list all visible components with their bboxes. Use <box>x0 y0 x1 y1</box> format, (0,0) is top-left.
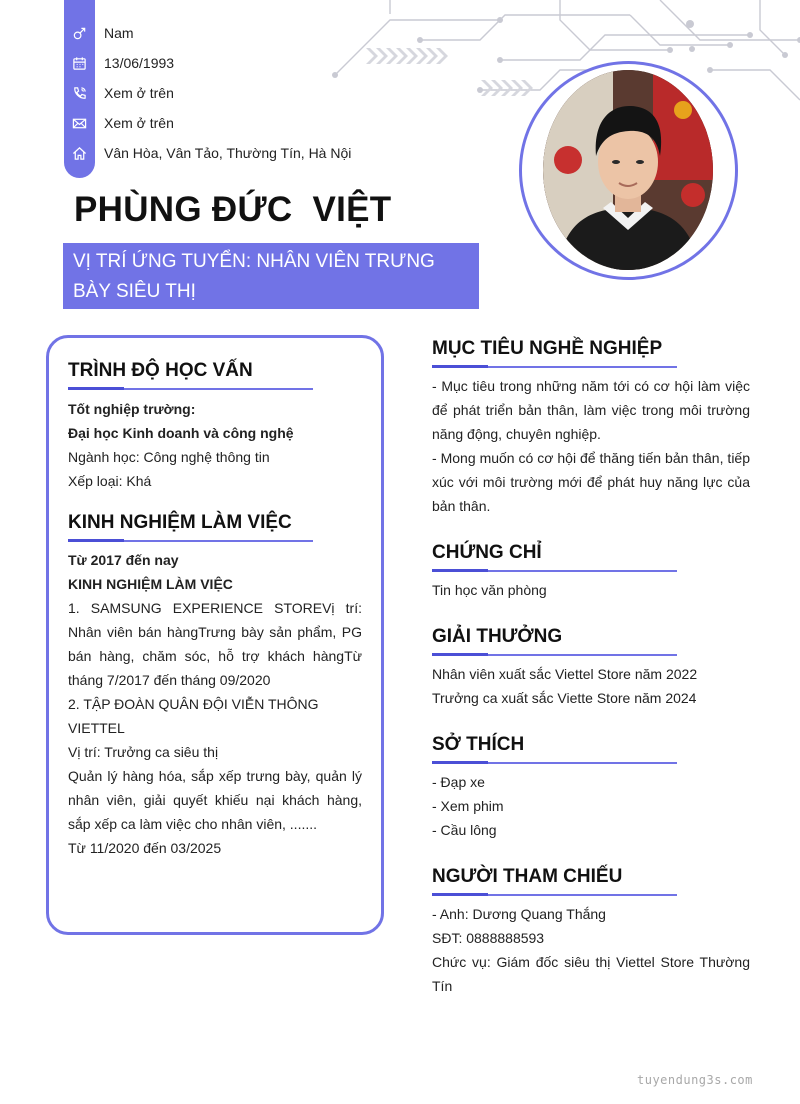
education-underline <box>68 388 313 390</box>
award-item-2: Trưởng ca xuất sắc Viette Store năm 2024 <box>432 690 697 706</box>
position-line-1: VỊ TRÍ ỨNG TUYỂN: NHÂN VIÊN TRƯNG <box>73 251 435 272</box>
position-box <box>63 243 479 309</box>
objective-paragraph-1: - Mục tiêu trong những năm tới có cơ hội làm việc để phát triển bản thân, làm việc trong môi trường năng động, chuyên nghiệp. <box>432 378 750 442</box>
experience-item-2-role: Vị trí: Trưởng ca siêu thị <box>68 744 219 760</box>
awards-content <box>432 662 750 710</box>
major: Ngành học: Công nghệ thông tin <box>68 449 270 465</box>
contact-text: Vân Hòa, Vân Tảo, Thường Tín, Hà Nội <box>104 145 352 161</box>
reference-role: Chức vụ: Giám đốc siêu thị Viettel Store Thường Tín <box>432 954 750 994</box>
objective-title: MỤC TIÊU NGHỀ NGHIỆP <box>432 338 663 359</box>
reference-phone: SĐT: 0888888593 <box>432 930 545 946</box>
awards-title: GIẢI THƯỞNG <box>432 626 563 647</box>
contact-text: Xem ở trên <box>104 85 174 101</box>
profile-photo <box>543 70 713 270</box>
position-line-2: BÀY SIÊU THỊ <box>73 281 196 302</box>
experience-underline <box>68 540 313 542</box>
education-content <box>68 397 364 493</box>
award-item-1: Nhân viên xuất sắc Viettel Store năm 2022 <box>432 666 698 682</box>
contact-text: Nam <box>104 25 134 41</box>
hobbies-underline <box>432 762 677 764</box>
experience-title: KINH NGHIỆM LÀM VIỆC <box>68 512 292 533</box>
experience-item-1: 1. SAMSUNG EXPERIENCE STOREVị trí: Nhân viên bán hàngTrưng bày sản phẩm, PG bán hàng, chăm sóc, hỗ trợ khách hàngTừ tháng 7/2017 đến tháng 09/2020 <box>68 600 362 688</box>
awards-underline <box>432 654 677 656</box>
experience-content <box>68 548 362 860</box>
contact-gender <box>64 18 384 48</box>
grade: Xếp loại: Khá <box>68 473 152 489</box>
reference-name: - Anh: Dương Quang Thắng <box>432 906 606 922</box>
experience-subtitle: KINH NGHIỆM LÀM VIỆC <box>68 576 233 592</box>
certificates-underline <box>432 570 677 572</box>
experience-item-2-period: Từ 11/2020 đến 03/2025 <box>68 840 222 856</box>
education-title: TRÌNH ĐỘ HỌC VẤN <box>68 360 253 381</box>
watermark: tuyendung3s.com <box>637 1073 753 1087</box>
experience-item-2-company: 2. TẬP ĐOÀN QUÂN ĐỘI VIỄN THÔNG VIETTEL <box>68 696 319 736</box>
experience-item-2-desc: Quản lý hàng hóa, sắp xếp trưng bày, quản lý nhân viên, giải quyết khiếu nại khách hàng, sắp xếp ca làm việc cho nhân viên, ....... <box>68 768 362 832</box>
gender-icon <box>64 18 95 48</box>
experience-period: Từ 2017 đến nay <box>68 552 179 568</box>
hobbies-title: SỞ THÍCH <box>432 734 525 755</box>
references-content <box>432 902 750 998</box>
certificates-title: CHỨNG CHỈ <box>432 542 542 563</box>
hobby-item-3: - Cầu lông <box>432 822 497 838</box>
hobby-item-2: - Xem phim <box>432 798 504 814</box>
references-underline <box>432 894 677 896</box>
contact-text: Xem ở trên <box>104 115 174 131</box>
contact-birthday <box>64 48 384 78</box>
objective-paragraph-2: - Mong muốn có cơ hội để thăng tiến bản thân, tiếp xúc với môi trường mới để phát huy năng lực của bản thân. <box>432 450 750 514</box>
phone-icon <box>64 78 95 108</box>
objective-underline <box>432 366 677 368</box>
school-name: Đại học Kinh doanh và công nghệ <box>68 425 294 441</box>
contact-text: 13/06/1993 <box>104 55 175 71</box>
calendar-icon <box>64 48 95 78</box>
certificate-item: Tin học văn phòng <box>432 582 547 598</box>
certificates-content <box>432 578 750 602</box>
home-icon <box>64 138 95 168</box>
contact-email <box>64 108 384 138</box>
contact-phone <box>64 78 384 108</box>
contact-address <box>64 138 384 168</box>
candidate-name: PHÙNG ĐỨC VIỆT <box>74 190 392 229</box>
mail-icon <box>64 108 95 138</box>
school-label: Tốt nghiệp trường: <box>68 401 196 417</box>
objective-content <box>432 374 750 518</box>
hobbies-content <box>432 770 750 842</box>
references-title: NGƯỜI THAM CHIẾU <box>432 866 623 887</box>
hobby-item-1: - Đạp xe <box>432 774 485 790</box>
